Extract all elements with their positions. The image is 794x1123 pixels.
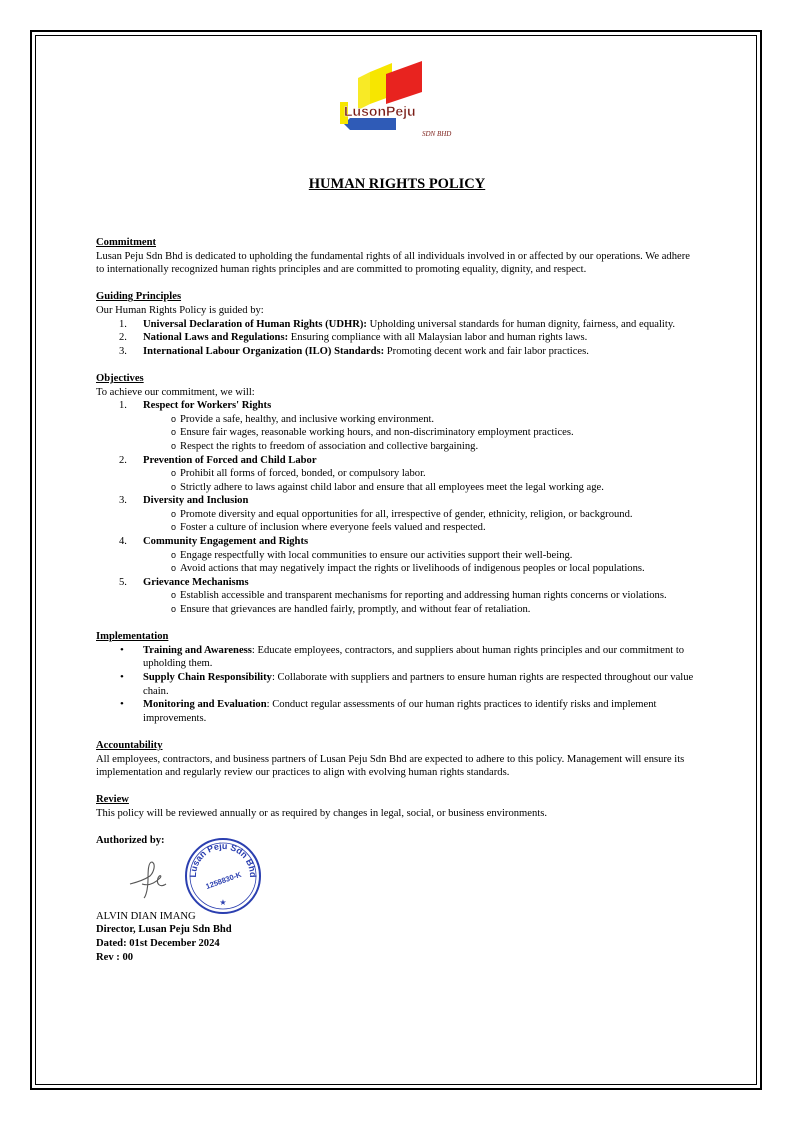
- logo-suffix: SDN BHD: [422, 130, 452, 138]
- signer-details: [96, 910, 696, 964]
- signer-name: ALVIN DIAN IMANG: [96, 910, 196, 922]
- implementation-item: • Supply Chain Responsibility: Collaborate with suppliers and partners to ensure human rights are respected throughout our value chain.: [120, 671, 694, 697]
- objective-subitem: o Avoid actions that may negatively impact the rights or livelihoods of indigenous peoples or local populations.: [171, 563, 645, 575]
- guiding-item-title: International Labour Organization (ILO) Standards:: [143, 345, 385, 357]
- list-number: 3.: [119, 495, 127, 507]
- logo-wordmark: LusonPeju: [344, 103, 416, 119]
- company-logo: [336, 60, 462, 146]
- page-title: HUMAN RIGHTS POLICY: [308, 176, 486, 192]
- list-number: 4.: [119, 536, 127, 548]
- authorized-label: Authorized by:: [96, 835, 165, 847]
- signature-image: [124, 854, 172, 902]
- svg-text:Lusan Peju Sdn Bhd: [188, 841, 258, 878]
- company-stamp: [184, 837, 262, 915]
- star-icon: ★: [219, 897, 227, 907]
- objective-subitem: o Promote diversity and equal opportunities for all, irrespective of gender, ethnicity, religion, or background.: [171, 508, 633, 520]
- signer-position: Director, Lusan Peju Sdn Bhd: [96, 924, 232, 936]
- guiding-heading: Guiding Principles: [96, 291, 182, 303]
- objective-subitem: o Respect the rights to freedom of association and collective bargaining.: [171, 440, 479, 452]
- objective-title: Prevention of Forced and Child Labor: [143, 454, 317, 466]
- objective-sublist: [143, 508, 696, 535]
- list-number: 1.: [119, 400, 127, 412]
- objective-subitem: o Ensure that grievances are handled fairly, promptly, and without fear of retaliation.: [171, 604, 531, 616]
- commitment-heading: Commitment: [96, 237, 157, 248]
- objectives-intro: To achieve our commitment, we will:: [96, 386, 255, 398]
- accountability-text: All employees, contractors, and business partners of Lusan Peju Sdn Bhd are expected to adhere to this policy. Management will ensure its implementation and regularly review our practices to align with evolving human rights standards.: [96, 753, 685, 779]
- objective-item: [96, 535, 696, 576]
- objective-title: Respect for Workers' Rights: [143, 400, 272, 412]
- review-section: [96, 793, 696, 820]
- objectives-section: [96, 372, 696, 617]
- accountability-heading: Accountability: [96, 739, 163, 751]
- accountability-section: [96, 739, 696, 780]
- objective-subitem: o Ensure fair wages, reasonable working hours, and non-discriminatory employment practices.: [171, 427, 574, 439]
- objective-item: [96, 454, 696, 495]
- objectives-list: [96, 399, 696, 617]
- objective-subitem: o Establish accessible and transparent mechanisms for reporting and addressing human rights concerns or violations.: [171, 590, 667, 602]
- logo-blue-block: [344, 118, 396, 130]
- guiding-item-title: Universal Declaration of Human Rights (UDHR):: [143, 318, 367, 330]
- objective-title: Grievance Mechanisms: [143, 576, 249, 588]
- policy-content: [96, 236, 696, 964]
- objective-item: [96, 576, 696, 617]
- bullet-icon: •: [120, 698, 124, 711]
- implementation-section: [96, 630, 696, 725]
- guiding-section: [96, 290, 696, 358]
- commitment-section: [96, 236, 696, 277]
- objective-subitem: o Foster a culture of inclusion where everyone feels valued and respected.: [171, 522, 486, 534]
- guiding-item: [96, 318, 696, 332]
- stamp-text: Lusan Peju Sdn Bhd: [187, 840, 259, 878]
- list-number: 3.: [119, 345, 127, 357]
- objective-sublist: [143, 413, 696, 454]
- objective-subitem: o Prohibit all forms of forced, bonded, or compulsory labor.: [171, 468, 426, 480]
- guiding-intro: Our Human Rights Policy is guided by:: [96, 304, 264, 316]
- list-number: 2.: [119, 332, 127, 344]
- stamp-number: 1258830-K: [204, 869, 243, 891]
- list-number: 5.: [119, 576, 127, 588]
- objective-subitem: o Engage respectfully with local communities to ensure our activities support their well-being.: [171, 549, 573, 561]
- objective-title: Community Engagement and Rights: [143, 536, 309, 548]
- guiding-item-text: Promoting decent work and fair labor practices.: [384, 345, 589, 357]
- objective-item: [96, 399, 696, 453]
- list-number: 1.: [119, 318, 127, 330]
- objective-sublist: [143, 467, 696, 494]
- implementation-item: • Monitoring and Evaluation: Conduct regular assessments of our human rights practices to identify risks and implement improvements.: [120, 698, 657, 724]
- commitment-text: Lusan Peju Sdn Bhd is dedicated to upholding the fundamental rights of all individuals involved in or affected by our operations. We adhere to internationally recognized human rights principles and are committed to promoting equality, dignity, and respect.: [96, 250, 690, 276]
- objective-sublist: [143, 549, 696, 576]
- revision-number: Rev : 00: [96, 951, 134, 963]
- objective-item: [96, 494, 696, 535]
- review-text: This policy will be reviewed annually or as required by changes in legal, social, or business environments.: [96, 807, 547, 819]
- implementation-heading: Implementation: [96, 631, 169, 643]
- implementation-item: • Training and Awareness: Educate employees, contractors, and suppliers about human rights principles and our commitment to upholding them.: [120, 643, 685, 670]
- bullet-icon: •: [120, 671, 124, 683]
- bullet-icon: •: [120, 643, 124, 656]
- guiding-item-text: Upholding universal standards for human dignity, fairness, and equality.: [366, 318, 676, 330]
- guiding-item: [96, 345, 696, 359]
- guiding-item: [96, 331, 696, 345]
- objective-subitem: o Provide a safe, healthy, and inclusive working environment.: [171, 413, 435, 425]
- objective-title: Diversity and Inclusion: [143, 495, 249, 507]
- objective-sublist: [143, 589, 696, 616]
- review-heading: Review: [96, 794, 129, 806]
- objective-subitem: o Strictly adhere to laws against child labor and ensure that all employees meet the legal working age.: [171, 481, 604, 493]
- signed-date: Dated: 01st December 2024: [96, 937, 220, 949]
- list-number: 2.: [119, 454, 127, 466]
- guiding-item-text: Ensuring compliance with all Malaysian labor and human rights laws.: [288, 332, 588, 344]
- implementation-list: [96, 644, 696, 726]
- guiding-item-title: National Laws and Regulations:: [143, 332, 289, 344]
- objectives-heading: Objectives: [96, 372, 144, 384]
- guiding-list: [96, 318, 696, 359]
